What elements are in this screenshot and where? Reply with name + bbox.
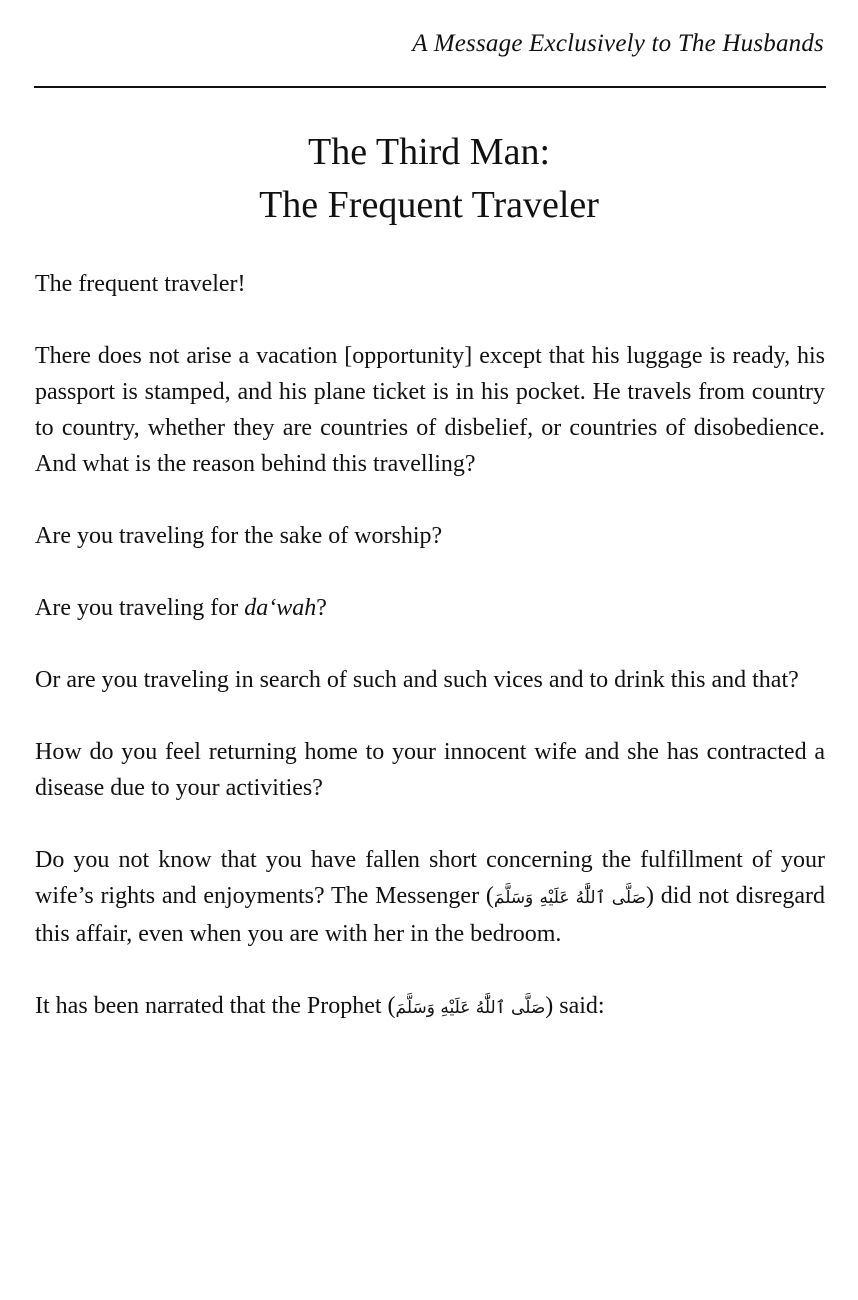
- paragraph-6: How do you feel returning home to your innocent wife and she has contracted a disease due to your activities?: [35, 739, 825, 801]
- paragraph-8-text: It has been narrated that the Prophet (: [35, 993, 396, 1019]
- chapter-title: [0, 126, 858, 232]
- header-rule: [34, 86, 826, 88]
- paragraph-7-text: Do you not know that you have fallen short concerning the fulfillment of your wife’s rights and enjoyments? The Messenger (: [35, 847, 825, 909]
- paragraph-3: Are you traveling for the sake of worship?: [35, 523, 443, 549]
- paragraph-4-text: Are you traveling for: [35, 595, 245, 621]
- paragraph-2: There does not arise a vacation [opportunity] except that his luggage is ready, his passport is stamped, and his plane ticket is in his pocket. He travels from country to country, whether they are countries of disbelief, or countries of disobedience. And what is the reason behind this travelling?: [35, 343, 825, 477]
- running-head: A Message Exclusively to The Husbands: [412, 30, 824, 57]
- paragraph-4: [35, 590, 825, 626]
- paragraph-7-end: ) did not disregard this affair, even when you are with her in the bedroom.: [35, 883, 826, 947]
- paragraph-5: Or are you traveling in search of such and such vices and to drink this and that?: [35, 667, 799, 693]
- dawah-term: da‘wah: [244, 595, 317, 621]
- paragraph-7: [35, 842, 825, 952]
- paragraph-4-end: ?: [316, 595, 327, 621]
- body-text: [35, 266, 825, 1062]
- paragraph-8: [35, 988, 825, 1026]
- salutation-glyph: صَلَّى ٱللَّٰهُ عَلَيْهِ وَسَلَّمَ: [493, 888, 646, 908]
- paragraph-1: The frequent traveler!: [35, 271, 246, 297]
- chapter-title-line-2: The Frequent Traveler: [259, 184, 599, 226]
- salutation-glyph-2: صَلَّى ٱللَّٰهُ عَلَيْهِ وَسَلَّمَ: [395, 998, 546, 1018]
- paragraph-8-end: ) said:: [545, 993, 605, 1019]
- chapter-title-line-1: The Third Man:: [307, 131, 551, 173]
